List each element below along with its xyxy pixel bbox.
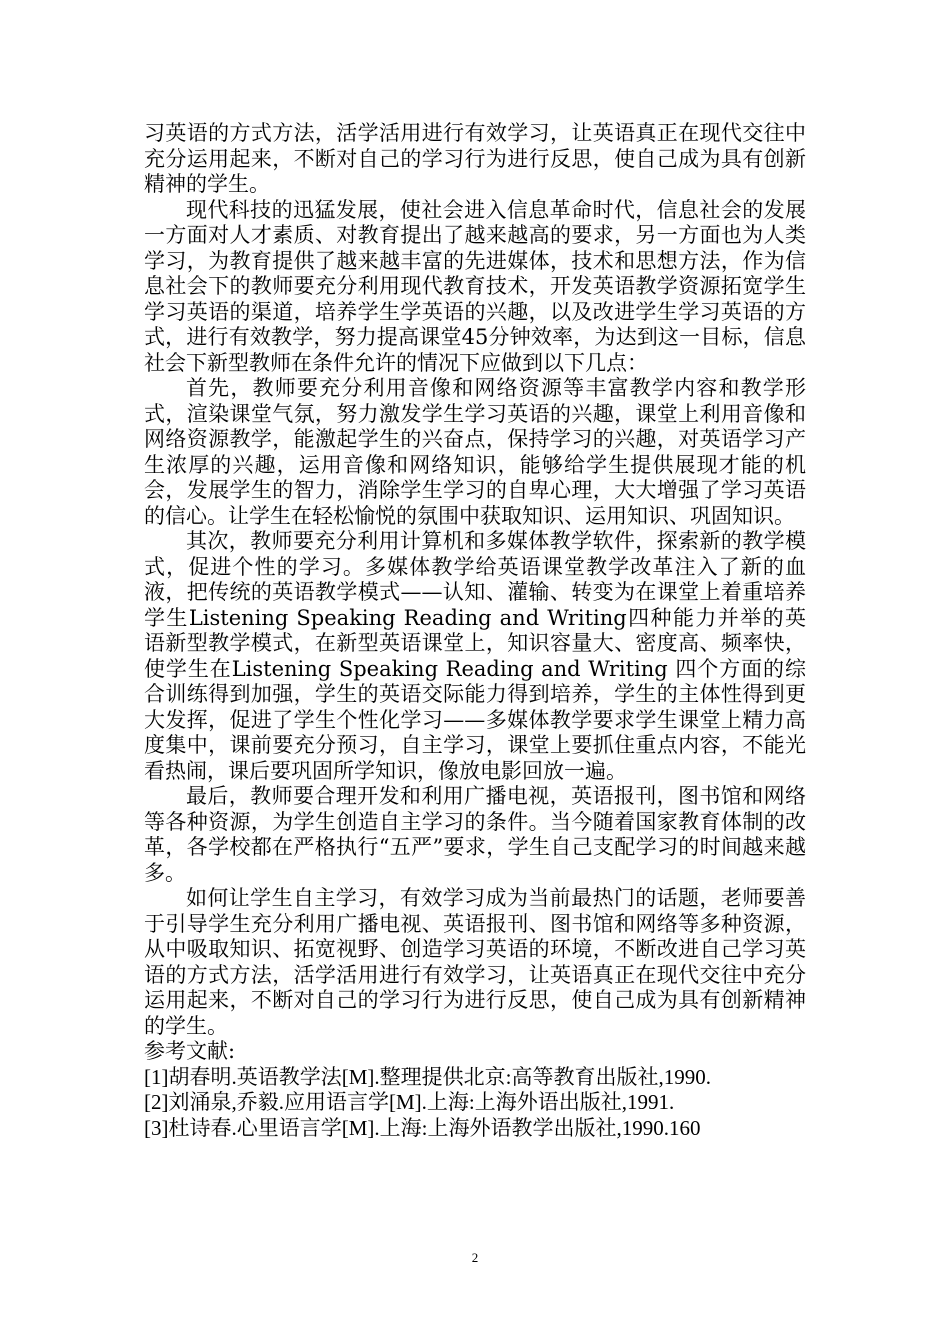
document-body bbox=[144, 121, 806, 1141]
page-number: 2 bbox=[471, 1250, 479, 1265]
reference-item: [3]杜诗春.心里语言学[M].上海:上海外语教学出版社,1990.160 bbox=[144, 1115, 701, 1140]
paragraph-second-point: 其次，教师要充分利用计算机和多媒体教学软件，探索新的教学模式，促进个性的学习。多媒体教学给英语课堂教学改革注入了新的血液，把传统的英语教学模式——认知、灌输、转变为在课堂上着重培养学生Listening Speaking Reading and Writing四种能力并举的英语新型教学模式，在新型英语课堂上，知识容量大、密度高、频率快，使学生在Listening Speaking Reading and Writing 四个方面的综合训练得到加强，学生的英语交际能力得到培养，学生的主体性得到更大发挥，促进了学生个性化学习——多媒体教学要求学生课堂上精力高度集中，课前要充分预习，自主学习，课堂上要抓住重点内容，不能光看热闹，课后要巩固所学知识，像放电影回放一遍。 bbox=[144, 529, 806, 783]
paragraph-continuation: 习英语的方式方法，活学活用进行有效学习，让英语真正在现代交往中充分运用起来，不断对自己的学习行为进行反思，使自己成为具有创新精神的学生。 bbox=[144, 121, 806, 196]
reference-item: [2]刘涌泉,乔毅.应用语言学[M].上海:上海外语出版社,1991. bbox=[144, 1090, 675, 1114]
paragraph-modern-technology: 现代科技的迅猛发展，使社会进入信息革命时代，信息社会的发展一方面对人才素质、对教育提出了越来越高的要求，另一方面也为人类学习，为教育提供了越来越丰富的先进媒体，技术和思想方法，作为信息社会下的教师要充分利用现代教育技术，开发英语教学资源拓宽学生学习英语的渠道，培养学生学英语的兴趣，以及改进学生学习英语的方式，进行有效教学，努力提高课堂45分钟效率，为达到这一目标，信息社会下新型教师在条件允许的情况下应做到以下几点： bbox=[144, 197, 806, 375]
references-heading: 参考文献: bbox=[144, 1039, 236, 1063]
paragraph-first-point: 首先，教师要充分利用音像和网络资源等丰富教学内容和教学形式，渲染课堂气氛，努力激发学生学习英语的兴趣，课堂上利用音像和网络资源教学，能激起学生的兴奋点，保持学习的兴趣，对英语学习产生浓厚的兴趣，运用音像和网络知识，能够给学生提供展现才能的机会，发展学生的智力，消除学生学习的自卑心理，大大增强了学习英语的信心。让学生在轻松愉悦的氛围中获取知识、运用知识、巩固知识。 bbox=[144, 376, 806, 528]
paragraph-last-point: 最后，教师要合理开发和利用广播电视，英语报刊，图书馆和网络等各种资源，为学生创造自主学习的条件。当今随着国家教育体制的改革，各学校都在严格执行“五严”要求，学生自己支配学习的时间越来越多。 bbox=[144, 784, 806, 885]
references-section bbox=[144, 1039, 806, 1141]
reference-item: [1]胡春明.英语教学法[M].整理提供北京:高等教育出版社,1990. bbox=[144, 1064, 711, 1089]
paragraph-conclusion: 如何让学生自主学习，有效学习成为当前最热门的话题，老师要善于引导学生充分利用广播电视、英语报刊、图书馆和网络等多种资源，从中吸取知识、拓宽视野、创造学习英语的环境，不断改进自己学习英语的方式方法，活学活用进行有效学习，让英语真正在现代交往中充分运用起来，不断对自己的学习行为进行反思，使自己成为具有创新精神的学生。 bbox=[144, 886, 806, 1038]
